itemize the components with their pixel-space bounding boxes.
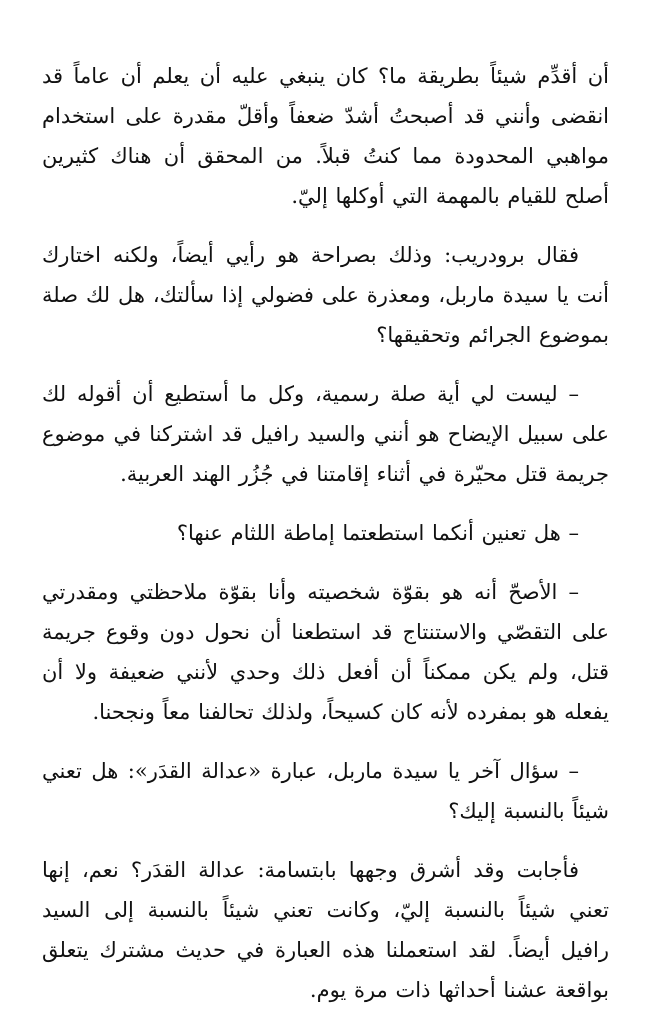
- paragraph-question: – هل تعنين أنكما استطعتما إماطة اللثام عنها؟: [176, 521, 579, 545]
- paragraph-broderick-reply: فقال برودريب: وذلك بصراحة هو رأيي أيضاً، ولكنه اختارك أنت يا سيدة ماربل، ومعذرة على فضولي إذا سألتك، هل لك صلة بموضوع الجرائم وتحقيقها؟: [42, 243, 609, 347]
- paragraph-marple-answer: – ليست لي أية صلة رسمية، وكل ما أستطيع أن أقوله لك على سبيل الإيضاح هو أنني والسيد رافيل قد اشتركنا في موضوع جريمة قتل محيّرة في أثناء إقامتنا في جُزُر الهند العربية.: [42, 382, 609, 486]
- paragraph-marple-explanation: – الأصحّ أنه هو بقوّة شخصيته وأنا بقوّة ملاحظتي ومقدرتي على التقصّي والاستنتاج قد استطعنا أن نحول دون وقوع جريمة قتل، ولم يكن ممكناً أن أفعل ذلك وحدي لأنني ضعيفة ولا أن يفعله هو بمفرده لأنه كان كسيحاً، ولذلك تحالفنا معاً ونجحنا.: [42, 580, 609, 724]
- paragraph-nemesis-question: – سؤال آخر يا سيدة ماربل، عبارة «عدالة القدَر»: هل تعني شيئاً بالنسبة إليك؟: [42, 759, 609, 823]
- paragraph-nemesis-answer: فأجابت وقد أشرق وجهها بابتسامة: عدالة القدَر؟ نعم، إنها تعني شيئاً بالنسبة إليّ، وكانت تعني شيئاً بالنسبة إلى السيد رافيل أيضاً. لقد استعملنا هذه العبارة في حديث مشترك يتعلق بواقعة عشنا أحداثها ذات مرة يوم.: [42, 858, 609, 1002]
- paragraph-continuation: أن أقدِّم شيئاً بطريقة ما؟ كان ينبغي عليه أن يعلم أن عاماً قد انقضى وأنني قد أصبحتُ أشدّ ضعفاً وأقلّ مقدرة على استخدام مواهبي المحدودة مما كنتُ قبلاً. من المحقق أن هناك كثيرين أصلح للقيام بالمهمة التي أوكلها إليّ.: [42, 64, 609, 208]
